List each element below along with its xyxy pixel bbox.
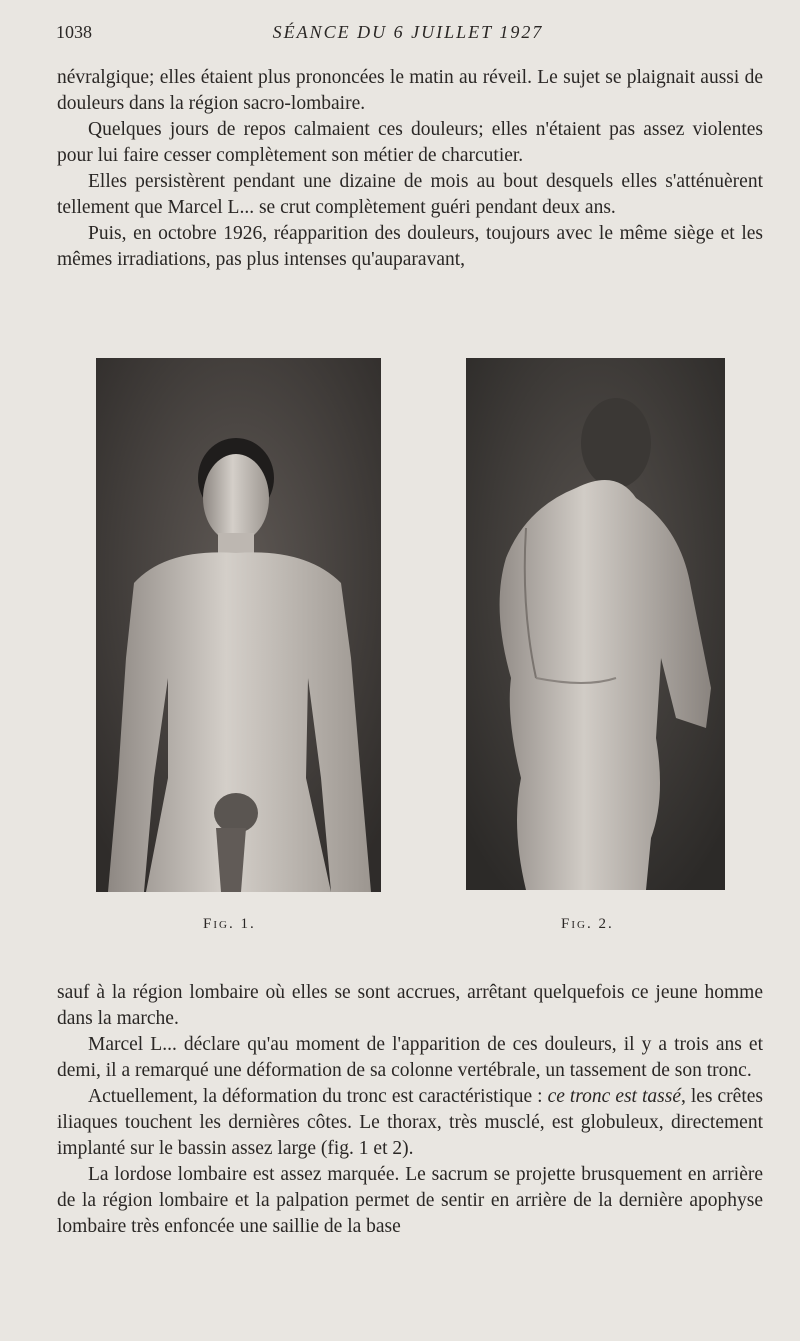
figure-2-caption: Fig. 2.	[561, 916, 614, 932]
top-text-block	[57, 65, 763, 273]
paragraph-3: Elles persistèrent pendant une dizaine de mois au bout desquels elles s'atténuèrent tellement que Marcel L... se crut complètement guéri pendant deux ans.	[57, 171, 763, 218]
figure-1-image	[96, 358, 381, 892]
figure-2-image	[466, 358, 725, 890]
running-title: SÉANCE DU 6 JUILLET 1927	[272, 22, 544, 42]
figure-2-photo	[466, 358, 725, 890]
paragraph-6: Marcel L... déclare qu'au moment de l'apparition de ces douleurs, il y a trois ans et demi, il a remarqué une déformation de sa colonne vertébrale, un tassement de son tronc.	[57, 1034, 763, 1081]
paragraph-5: sauf à la région lombaire où elles se sont accrues, arrêtant quelquefois ce jeune homme dans la marche.	[57, 982, 763, 1029]
paragraph-1: névralgique; elles étaient plus prononcées le matin au réveil. Le sujet se plaignait aussi de douleurs dans la région sacro-lombaire.	[57, 67, 763, 114]
running-head	[56, 22, 760, 46]
page-number: 1038	[56, 22, 92, 42]
figure-1-caption: Fig. 1.	[203, 916, 256, 932]
bottom-text-block	[57, 980, 763, 1240]
paragraph-7	[57, 1084, 763, 1162]
paragraph-7-end: , les crêtes iliaques touchent les dernières côtes. Le thorax, très musclé, est globuleux, directement implanté sur le bassin assez large (fig. 1 et 2).	[57, 1086, 763, 1159]
paragraph-4: Puis, en octobre 1926, réapparition des douleurs, toujours avec le même siège et les mêmes irradiations, pas plus intenses qu'auparavant,	[57, 223, 763, 270]
paragraph-8: La lordose lombaire est assez marquée. Le sacrum se projette brusquement en arrière de la région lombaire et la palpation permet de sentir en arrière de la dernière apophyse lombaire très enfoncée une saillie de la base	[57, 1164, 763, 1237]
figure-1-photo	[96, 358, 381, 892]
paragraph-2: Quelques jours de repos calmaient ces douleurs; elles n'étaient pas assez violentes pour lui faire cesser complètement son métier de charcutier.	[57, 119, 763, 166]
paragraph-7-emphasis: ce tronc est tassé	[547, 1086, 681, 1107]
paragraph-7-start: Actuellement, la déformation du tronc est caractéristique :	[88, 1086, 548, 1107]
